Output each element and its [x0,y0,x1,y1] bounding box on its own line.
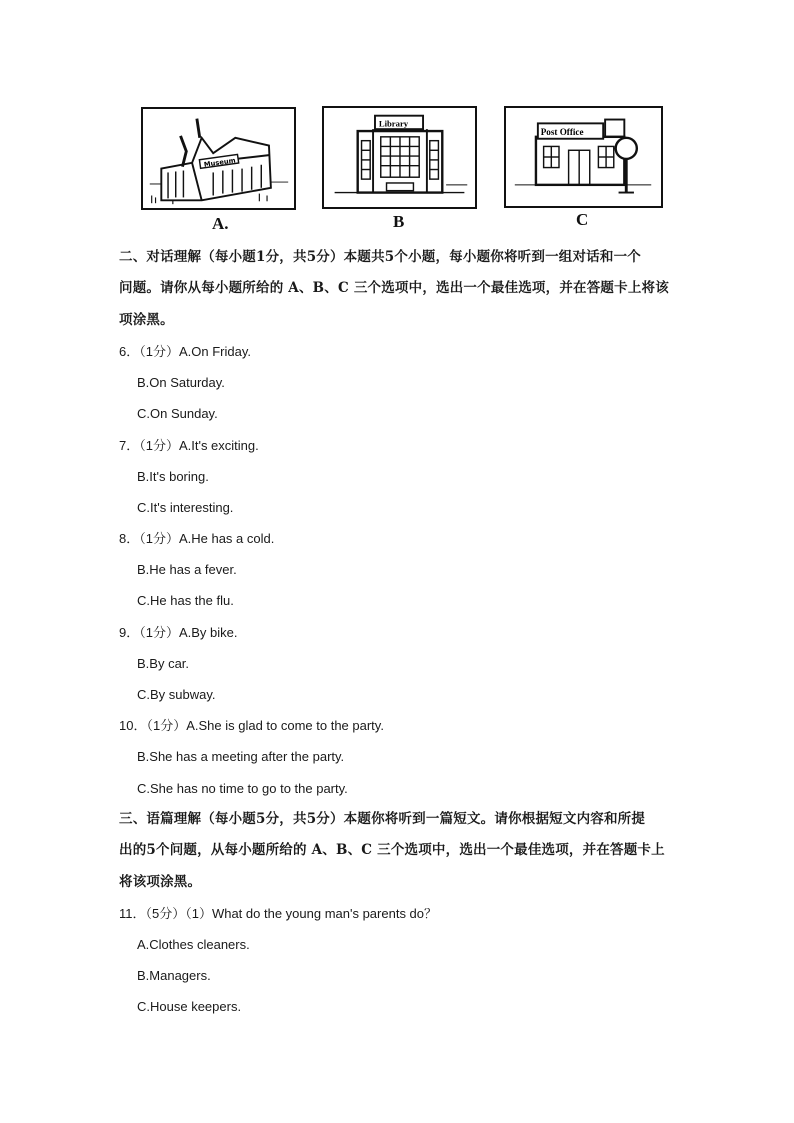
question-9: 9．（1分）A.By bike. [119,625,238,640]
question-6-option-c: C.On Sunday. [137,406,218,421]
picture-label-b: B [393,212,405,231]
museum-illustration [143,109,294,208]
question-6-option-b: B.On Saturday. [137,375,225,390]
question-8-option-c: C.He has the flu. [137,593,234,608]
section2-line2: 问题。请你从每小题所给的 A、B、C 三个选项中，选出一个最佳选项，并在答题卡上将该 [119,280,669,296]
question-8: 8．（1分）A.He has a cold. [119,531,275,546]
question-7-option-b: B.It's boring. [137,469,209,484]
question-10-option-c: C.She has no time to go to the party. [137,781,348,796]
question-6: 6．（1分）A.On Friday. [119,344,251,359]
library-sign: Library [378,118,409,129]
section2-line1: 二、对话理解（每小题1分，共5分）本题共5个小题，每小题你将听到一组对话和一个 [119,249,641,265]
question-11-option-c: C.House keepers. [137,999,242,1014]
question-11: 11．（5分）（1）What do the young man's parents do？ [119,906,438,921]
picture-label-a: A. [212,214,229,233]
picture-post-office [504,106,663,208]
section3-line2: 出的5个问题，从每小题所给的 A、B、C 三个选项中，选出一个最佳选项，并在答题卡上 [119,842,665,858]
question-7-option-c: C.It's interesting. [137,500,234,515]
section3-line3: 将该项涂黑。 [119,874,202,890]
library-illustration [324,108,475,207]
picture-row [0,104,794,234]
question-7: 7．（1分）A.It's exciting. [119,438,259,453]
question-8-option-b: B.He has a fever. [137,562,237,577]
section3-line1: 三、语篇理解（每小题5分，共5分）本题你将听到一篇短文。请你根据短文内容和所提 [119,811,646,827]
post-office-sign: Post Office [540,126,584,137]
museum-sign: Museum [203,156,237,169]
post-office-illustration [506,108,661,206]
question-11-option-b: B.Managers. [137,968,211,983]
question-10-option-b: B.She has a meeting after the party. [137,749,345,764]
question-9-option-b: B.By car. [137,656,190,671]
picture-label-c: C [576,210,589,229]
question-10: 10．（1分）A.She is glad to come to the party. [119,718,384,733]
picture-library [322,106,477,209]
question-9-option-c: C.By subway. [137,687,216,702]
section2-line3: 项涂黑。 [119,312,174,328]
question-11-option-a: A.Clothes cleaners. [137,937,250,952]
picture-museum [141,107,296,210]
